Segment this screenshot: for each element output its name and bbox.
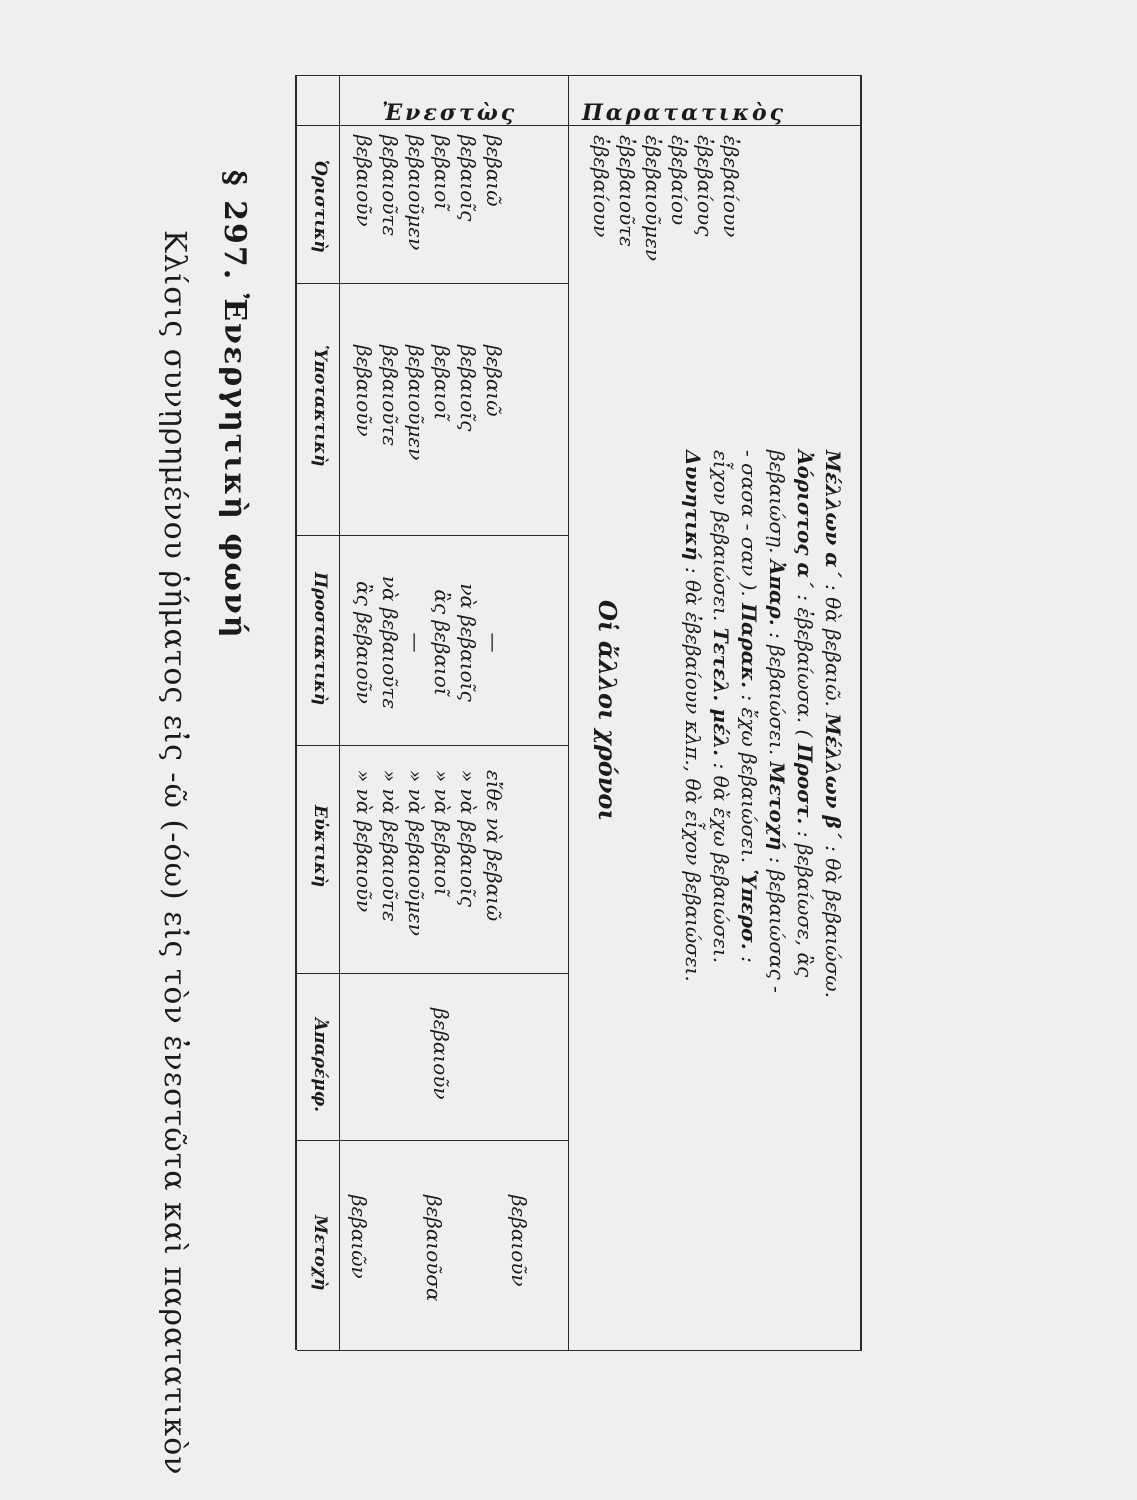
others-line: [791, 450, 819, 1340]
tense-form: : βεβαιώσει.: [765, 632, 789, 756]
others-line: [735, 450, 763, 1340]
tense-form: : θὰ βεβαιώσω.: [821, 845, 845, 998]
tense-label: Προστ.: [793, 743, 817, 825]
tense-form: : θὰ ἐβεβαίουν κλπ., θὰ εἶχον βεβαιώσει.: [681, 566, 705, 982]
header-ypotaktiki: Ὑποτακτικὴ: [310, 345, 330, 467]
form-cell: » νὰ βεβαιοῖς: [456, 770, 480, 907]
header-prostaktiki: Προστακτικὴ: [310, 572, 330, 706]
others-line: [679, 450, 707, 1340]
tense-label: Παρακ.: [737, 603, 761, 689]
form-cell: » νὰ βεβαιοῦμεν: [404, 770, 428, 936]
form-cell: ἐβεβαιοῦμεν: [641, 135, 665, 262]
col-rule-5: [297, 1140, 569, 1141]
row-label-enestos: Ἐνεστὼς: [382, 100, 518, 126]
table-top-rule: [295, 75, 297, 1350]
form-cell: νὰ βεβαιοῖς: [456, 583, 480, 702]
enestos-euktiki-forms: [351, 770, 507, 936]
header-metochi: Μετοχὴ: [310, 1215, 330, 1291]
form-cell: ἐβεβαίους: [693, 135, 717, 237]
page-title: Κλίσις συνῃρημένου ῥήματος εἰς -ῶ (-όω) εἰς τὸν ἐνεστῶτα καὶ παρατατικὸν: [157, 230, 192, 1476]
form-cell: βεβαιοῦτε: [378, 135, 402, 237]
form-cell: νὰ βεβαιοῦτε: [378, 575, 402, 710]
form-cell: —: [404, 632, 428, 653]
form-cell: βεβαιοῖς: [456, 135, 480, 222]
section-heading: § 297. Ἐνεργητικὴ φωνή: [217, 170, 252, 640]
tense-form: : ἐβεβαίωσα. (: [793, 594, 817, 738]
paratatikos-forms: [588, 135, 744, 261]
tense-form: : βεβαίωσε, ἂς: [793, 830, 817, 978]
tense-label: Τετελ. μέλ.: [709, 627, 733, 757]
metochi-neut: βεβαιοῦν: [507, 1195, 531, 1287]
enestos-oristiki-forms: [351, 135, 507, 250]
others-heading: Οἱ ἄλλοι χρόνοι: [593, 600, 622, 822]
form-cell: ἂς βεβαιοῖ: [430, 589, 454, 696]
enestos-aparemfato: βεβαιοῦν: [429, 1008, 453, 1100]
tense-form: : θὰ βεβαιῶ.: [821, 583, 845, 707]
form-cell: ἐβεβαιοῦτε: [615, 135, 639, 247]
form-cell: βεβαιοῦμεν: [404, 345, 428, 461]
tense-label: Μετοχή: [765, 761, 789, 851]
metochi-fem: βεβαιοῦσα: [422, 1195, 446, 1302]
header-euktiki: Εὐκτικὴ: [310, 805, 330, 888]
form-cell: βεβαιοῖ: [430, 135, 454, 211]
enestos-prostaktiki-forms: [351, 560, 507, 725]
right-rule: [297, 1350, 862, 1351]
form-cell: βεβαιοῖς: [456, 345, 480, 432]
tense-label: Ἀπαρ.: [765, 559, 789, 626]
others-line: [707, 450, 735, 1340]
form-cell: ἂς βεβαιοῦν: [352, 581, 376, 704]
tense-form: εἶχον βεβαιώσει.: [709, 450, 733, 622]
col-rule-1: [297, 283, 569, 284]
header-aparemfato: Ἀπαρέμφ.: [310, 1018, 330, 1113]
form-cell: βεβαιῶ: [482, 135, 506, 207]
others-line: [819, 450, 847, 1340]
row-label-paratatikos: Παρατατικὸς: [582, 100, 787, 126]
metochi-masc: βεβαιῶν: [347, 1195, 371, 1279]
enestos-ypotaktiki-forms: [351, 345, 507, 460]
form-cell: βεβαιοῦτε: [378, 345, 402, 447]
table-bottom-rule: [860, 75, 862, 1350]
form-cell: βεβαιοῦμεν: [404, 135, 428, 251]
header-oristiki: Ὁριστικὴ: [310, 160, 330, 253]
tense-form: :: [737, 956, 761, 963]
left-rule: [297, 75, 862, 76]
tense-form: βεβαιώσῃ.: [765, 450, 789, 554]
tense-label: Δυνητική: [681, 450, 705, 561]
header-rule: [339, 75, 340, 1350]
form-cell: βεβαιῶ: [482, 345, 506, 417]
tense-label: Ἀόριστος α´: [793, 450, 817, 588]
form-cell: » νὰ βεβαιοῖ: [430, 770, 454, 896]
form-cell: ἐβεβαίουν: [719, 135, 743, 238]
form-cell: ἐβεβαίου: [667, 135, 691, 226]
tense-form: : βεβαιώσας -: [765, 856, 789, 993]
tense-label: Ὑπερσ.: [737, 869, 761, 950]
tense-form: - σασα - σαν ).: [737, 450, 761, 597]
others-text: [679, 450, 847, 1340]
tense-form: : θὰ ἔχω βεβαιώσει.: [709, 762, 733, 964]
form-cell: βεβαιοῦν: [352, 135, 376, 227]
form-cell: ἐβεβαίουν: [589, 135, 613, 238]
col-rule-2: [297, 535, 569, 536]
tense-form: : ἔχω βεβαιώσει.: [737, 694, 761, 864]
col-rule-4: [297, 973, 569, 974]
enestos-paratatikos-divider: [568, 75, 569, 1350]
others-line: [763, 450, 791, 1340]
tense-label: Μέλλων α´: [821, 450, 845, 578]
form-cell: βεβαιοῦν: [352, 345, 376, 437]
form-cell: βεβαιοῖ: [430, 345, 454, 421]
form-cell: » νὰ βεβαιοῦτε: [378, 770, 402, 922]
col-rule-3: [297, 745, 569, 746]
tense-label: Μέλλων β´: [821, 713, 845, 839]
form-cell: » νὰ βεβαιοῦν: [352, 770, 376, 913]
form-cell: εἴθε νὰ βεβαιῶ: [482, 770, 506, 922]
form-cell: —: [482, 632, 506, 653]
